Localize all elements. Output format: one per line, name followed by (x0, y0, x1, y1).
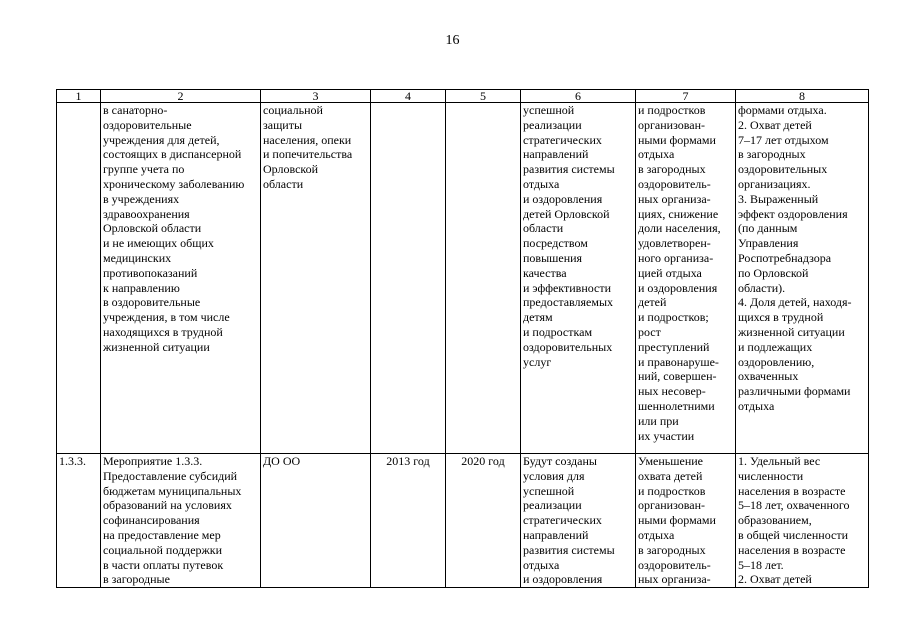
cell-expected-result (521, 454, 636, 588)
cell-text-line: (по данным (738, 221, 798, 236)
cell-text-line: учреждения, в том числе (103, 310, 230, 325)
cell-text-line: и оздоровления (638, 280, 718, 295)
cell-text-line: ными формами (638, 132, 716, 147)
cell-text-line: в загородных (638, 542, 706, 557)
cell-text-line: 2013 год (386, 454, 430, 468)
cell-start-year (371, 454, 446, 588)
cell-text-line: и подростков (638, 103, 706, 117)
cell-text-line: в санаторно- (103, 103, 168, 117)
cell-text-line: группе учета по (103, 162, 185, 177)
cell-text-line: 1.3.3. (59, 454, 86, 468)
cell-text-line: организациях. (738, 176, 811, 191)
cell-indicators (736, 103, 869, 454)
cell-text-line: оздоровлению, (738, 354, 815, 369)
cell-text-line: щихся в трудной (738, 310, 824, 325)
cell-text-line: рост (638, 324, 661, 339)
cell-text-line: охвата детей (638, 468, 703, 483)
cell-text-line: циях, снижение (638, 206, 719, 221)
cell-text-line: области (523, 221, 564, 236)
cell-text-line: ных организа- (638, 191, 711, 206)
column-number-row (57, 90, 869, 103)
cell-activity (101, 454, 261, 588)
cell-text-line: 2. Охват детей (738, 117, 812, 132)
cell-text-line: детям (523, 310, 553, 325)
cell-text-line: в оздоровительные (103, 295, 201, 310)
cell-text-line: успешной (523, 103, 575, 117)
cell-text-line: 7–17 лет отдыхом (738, 132, 829, 147)
cell-text-line: детей Орловской (523, 206, 610, 221)
cell-text-line: 1. Удельный вес (738, 454, 821, 468)
cell-text-line: Управления (738, 236, 799, 251)
column-header: 2 (101, 90, 261, 103)
cell-text-line: качества (523, 265, 567, 280)
cell-text-line: и оздоровления (523, 572, 603, 587)
cell-text-line: предоставляемых (523, 295, 614, 310)
cell-text-line: ных несовер- (638, 384, 706, 399)
cell-text-line: 5–18 лет, охваченного (738, 498, 850, 513)
cell-text-line: посредством (523, 236, 588, 251)
cell-text-line: в загородных (638, 162, 706, 177)
cell-text-line: ных организа- (638, 572, 711, 587)
cell-text-line: в учреждениях (103, 191, 180, 206)
cell-text-line: развития системы (523, 542, 615, 557)
cell-text-line: и не имеющих общих (103, 236, 214, 251)
column-header: 6 (521, 90, 636, 103)
cell-text-line: учреждения для детей, (103, 132, 220, 147)
cell-text-line: Будут созданы (523, 454, 597, 468)
cell-text-line: 2. Охват детей (738, 572, 812, 587)
cell-text-line: стратегических (523, 513, 602, 528)
cell-text-line: охваченных (738, 369, 799, 384)
column-header: 3 (261, 90, 371, 103)
cell-consequences (636, 103, 736, 454)
cell-text-line: их участии (638, 428, 695, 443)
cell-text-line: и подлежащих (738, 339, 813, 354)
cell-text-line: медицинских (103, 250, 172, 265)
column-header: 7 (636, 90, 736, 103)
cell-text-line: и эффективности (523, 280, 612, 295)
cell-text-line: здравоохранения (103, 206, 190, 221)
cell-text-line: софинансирования (103, 513, 200, 528)
cell-text-line: в загородные (103, 572, 170, 587)
cell-text-line: области). (738, 280, 786, 295)
cell-text-line: образованием, (738, 513, 812, 528)
cell-text-line: различными формами (738, 384, 851, 399)
cell-text-line: к направлению (103, 280, 180, 295)
cell-text-line: успешной (523, 483, 575, 498)
cell-text-line: развития системы (523, 162, 615, 177)
cell-text-line: Предоставление субсидий (103, 468, 238, 483)
cell-text-line: отдыха (638, 147, 675, 162)
cell-expected-result (521, 103, 636, 454)
cell-text-line: цией отдыха (638, 265, 702, 280)
cell-text-line: направлений (523, 147, 589, 162)
cell-text-line: на предоставление мер (103, 527, 221, 542)
cell-text-line: Роспотребнадзора (738, 250, 832, 265)
cell-text-line: отдыха (738, 398, 775, 413)
cell-indicators (736, 454, 869, 588)
cell-text-line: и попечительства (263, 147, 353, 162)
cell-text-line: жизненной ситуации (738, 324, 845, 339)
cell-text-line: или при (638, 413, 679, 428)
cell-text-line: населения, опеки (263, 132, 352, 147)
table-row (57, 454, 869, 588)
cell-text-line: населения в возрасте (738, 542, 846, 557)
column-header: 1 (57, 90, 101, 103)
cell-text-line: услуг (523, 354, 552, 369)
cell-text-line: отдыха (523, 557, 560, 572)
cell-text-line: ДО ОО (263, 454, 301, 468)
cell-text-line: Орловской (263, 162, 319, 177)
table-row (57, 103, 869, 454)
cell-text-line: и правонаруше- (638, 354, 719, 369)
cell-text-line: и подростков (638, 483, 706, 498)
cell-text-line: отдыха (638, 527, 675, 542)
column-header: 5 (446, 90, 521, 103)
cell-text-line: находящихся в трудной (103, 324, 223, 339)
cell-text-line: и подростков; (638, 310, 709, 325)
cell-text-line: 2020 год (461, 454, 505, 468)
cell-text-line: условия для (523, 468, 585, 483)
cell-consequences (636, 454, 736, 588)
cell-text-line: 5–18 лет. (738, 557, 784, 572)
cell-text-line: социальной (263, 103, 323, 117)
cell-start-year (371, 103, 446, 454)
cell-text-line: Орловской области (103, 221, 202, 236)
cell-text-line: стратегических (523, 132, 602, 147)
cell-text-line: населения в возрасте (738, 483, 846, 498)
cell-end-year (446, 454, 521, 588)
cell-text-line: оздоровительных (738, 162, 828, 177)
cell-text-line: ного организа- (638, 250, 714, 265)
cell-text-line: оздоровительные (103, 117, 192, 132)
cell-text-line: ными формами (638, 513, 716, 528)
column-header: 4 (371, 90, 446, 103)
cell-text-line: оздоровитель- (638, 557, 711, 572)
program-table (56, 89, 869, 588)
cell-text-line: организован- (638, 117, 706, 132)
cell-text-line: по Орловской (738, 265, 809, 280)
cell-text-line: направлений (523, 527, 589, 542)
cell-executor (261, 103, 371, 454)
cell-text-line: эффект оздоровления (738, 206, 848, 221)
cell-executor (261, 454, 371, 588)
cell-text-line: противопоказаний (103, 265, 198, 280)
cell-text-line: реализации (523, 117, 582, 132)
cell-text-line: реализации (523, 498, 582, 513)
cell-text-line: в общей численности (738, 527, 848, 542)
cell-text-line: образований на условиях (103, 498, 232, 513)
cell-text-line: в загородных (738, 147, 806, 162)
cell-text-line: численности (738, 468, 804, 483)
cell-text-line: оздоровитель- (638, 176, 711, 191)
cell-text-line: преступлений (638, 339, 710, 354)
cell-text-line: Мероприятие 1.3.3. (103, 454, 203, 468)
cell-text-line: удовлетворен- (638, 236, 711, 251)
cell-text-line: состоящих в диспансерной (103, 147, 242, 162)
cell-text-line: доли населения, (638, 221, 721, 236)
cell-text-line: 4. Доля детей, находя- (738, 295, 852, 310)
cell-text-line: ний, совершен- (638, 369, 717, 384)
cell-text-line: Уменьшение (638, 454, 703, 468)
page-number: 16 (445, 33, 460, 48)
cell-text-line: повышения (523, 250, 583, 265)
cell-text-line: детей (638, 295, 667, 310)
cell-text-line: организован- (638, 498, 706, 513)
cell-text-line: защиты (263, 117, 303, 132)
cell-activity (101, 103, 261, 454)
cell-text-line: шеннолетними (638, 398, 715, 413)
cell-item-number (57, 454, 101, 588)
cell-end-year (446, 103, 521, 454)
cell-text-line: и оздоровления (523, 191, 603, 206)
cell-text-line: социальной поддержки (103, 542, 223, 557)
cell-text-line: хроническому заболеванию (103, 176, 245, 191)
cell-text-line: формами отдыха. (738, 103, 827, 117)
cell-text-line: жизненной ситуации (103, 339, 210, 354)
cell-text-line: отдыха (523, 176, 560, 191)
cell-text-line: оздоровительных (523, 339, 613, 354)
column-header: 8 (736, 90, 869, 103)
cell-text-line: бюджетам муниципальных (103, 483, 242, 498)
cell-text-line: и подросткам (523, 324, 593, 339)
cell-text-line: области (263, 176, 304, 191)
cell-item-number (57, 103, 101, 454)
cell-text-line: в части оплаты путевок (103, 557, 224, 572)
cell-text-line: 3. Выраженный (738, 191, 819, 206)
